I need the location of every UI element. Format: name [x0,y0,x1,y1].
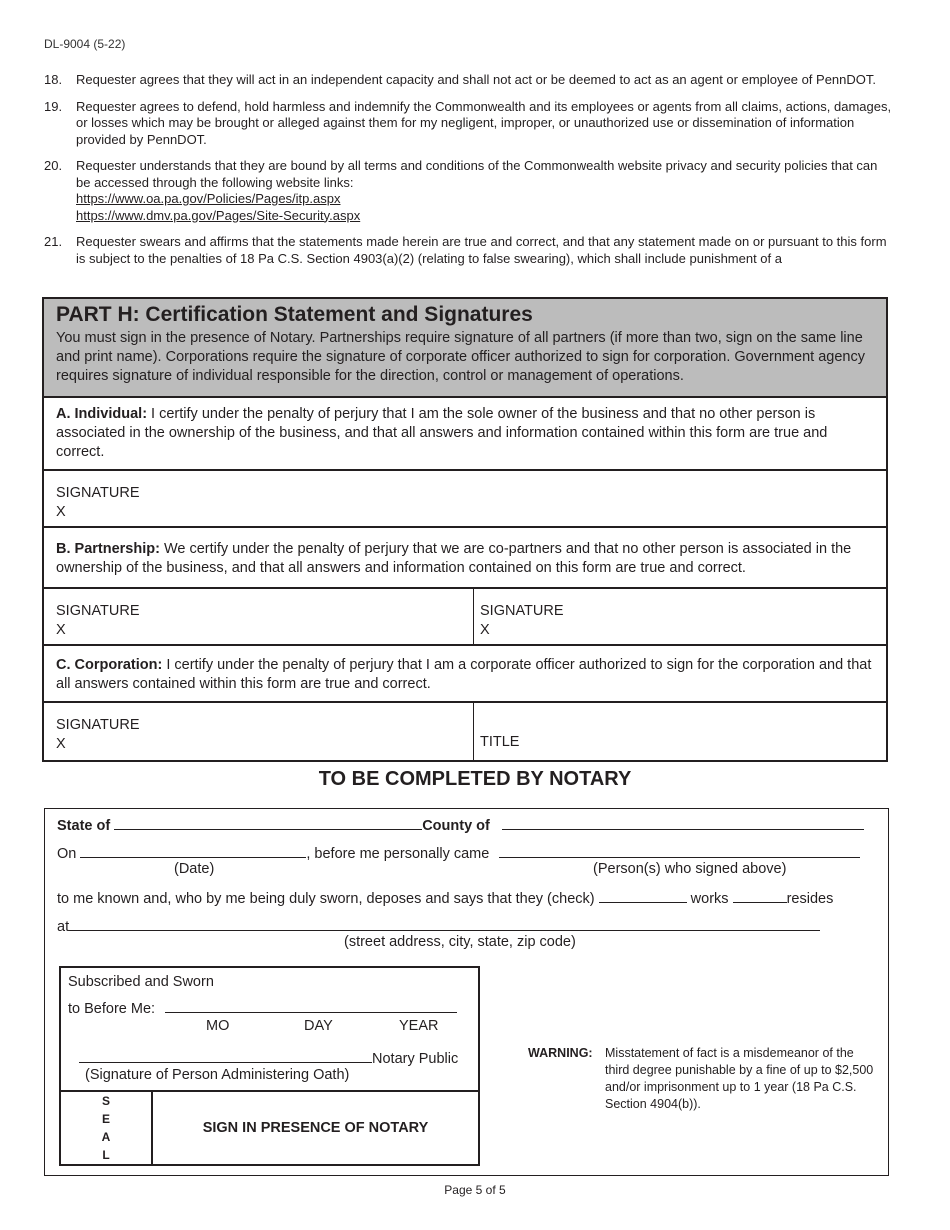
individual-signature-field[interactable] [44,471,886,526]
partnership-label: B. Partnership: [56,541,160,557]
partnership-statement [44,528,886,589]
seal-letter: E [101,1112,110,1126]
before-me-date-line [68,999,457,1017]
state-of-label: State of [57,818,111,834]
address-line [57,917,820,935]
part-h-section [42,297,888,762]
sworn-date-input[interactable] [165,999,457,1013]
term-18 [44,72,892,89]
county-of-label: County of [422,818,490,834]
year-caption: YEAR [399,1018,439,1034]
state-input[interactable] [114,816,422,830]
term-text: Requester agrees that they will act in an independent capacity and shall not act or be deemed to act as an agent or employee of PennDOT. [76,72,876,87]
title-label: TITLE [480,734,520,750]
sign-in-presence-notice: SIGN IN PRESENCE OF NOTARY [202,1120,429,1136]
date-person-line [57,844,860,862]
corporation-title-field[interactable] [474,703,886,760]
corporation-text: I certify under the penalty of perjury that I am a corporate officer authorized to sign for the corporation and that all answers contained within this form are true and correct. [56,657,872,692]
seal-letter: S [101,1094,110,1108]
mo-caption: MO [206,1018,230,1034]
term-text: Requester agrees to defend, hold harmless and indemnify the Commonwealth and its employees or agents from all claims, actions, damages, or losses which may be brought or alleged against them for my negligent, improper, or unauthorized use or dissemination of information provided by PennDOT. [76,98,892,147]
term-number: 18. [44,72,63,87]
corporation-signature-field[interactable] [44,703,474,760]
subscribed-sworn-box [59,966,480,1166]
signature-label: SIGNATURE [480,603,564,619]
x-mark: X [56,504,66,520]
works-checkbox[interactable] [599,889,687,903]
x-mark: X [56,622,66,638]
partner-2-signature-field[interactable] [474,589,886,644]
x-mark: X [56,736,66,752]
term-21 [44,234,892,267]
x-mark: X [480,622,490,638]
partner-1-signature-field[interactable] [44,589,474,644]
persons-caption: (Person(s) who signed above) [593,861,787,877]
notary-signature-line [79,1049,458,1067]
works-label: works [690,891,729,907]
to-before-me-label: to Before Me: [68,1001,156,1017]
individual-signature-row [44,471,886,528]
term-number: 20. [44,158,63,173]
form-id: DL-9004 (5-22) [44,37,126,51]
subscribed-label: Subscribed and Sworn [68,974,214,990]
notary-public-label: Notary Public [372,1051,459,1067]
corporation-signature-row [44,703,886,760]
on-label: On [57,846,77,862]
seal-letter: A [101,1130,111,1144]
seal-letter: L [102,1148,110,1162]
state-county-line [57,816,864,834]
day-caption: DAY [304,1018,333,1034]
seal-row [61,1090,478,1164]
notary-section [44,808,889,1176]
county-input[interactable] [502,816,864,830]
term-20 [44,158,892,224]
part-h-description: You must sign in the presence of Notary. Partnerships require signature of all partners (if more than two, sign on the same line and print name). Corporations require the signature of corporate officer authorized to sign for corporation. Government agency requires signature of individual responsible for the direction, control or management of operations. [56,330,865,384]
individual-label: A. Individual: [56,406,148,422]
term-19 [44,99,892,149]
corporation-statement [44,646,886,703]
notary-signature-input[interactable] [79,1049,372,1063]
resides-label: resides [786,891,834,907]
individual-text: I certify under the penalty of perjury that I am the sole owner of the business and that no other person is associated in the ownership of the business, and that all answers and information contained within this form are true and correct. [56,406,828,460]
signature-oath-caption: (Signature of Person Administering Oath) [85,1067,350,1083]
seal-area [61,1092,153,1164]
signature-label: SIGNATURE [56,717,140,733]
itp-policy-link[interactable]: https://www.oa.pa.gov/Policies/Pages/itp.aspx [76,191,341,206]
term-text: Requester understands that they are bound by all terms and conditions of the Commonwealth website privacy and security policies that can be accessed through the following website links: [76,158,878,190]
partnership-text: We certify under the penalty of perjury that we are co-partners and that no other person is associated in the ownership of the business, and that all answers and information contained on this form are true and correct. [56,541,852,576]
term-number: 19. [44,98,63,114]
before-me-label: , before me personally came [306,846,490,862]
warning-label: WARNING: [528,1046,593,1060]
part-h-header [44,299,886,398]
warning-text: Misstatement of fact is a misdemeanor of the third degree punishable by a fine of up to $2,500 and/or imprisonment up to 1 year (18 Pa C.S. Section 4904(b)). [605,1046,874,1111]
signature-label: SIGNATURE [56,485,140,501]
at-label: at [57,919,70,935]
signature-label: SIGNATURE [56,603,140,619]
terms-list [44,72,892,267]
known-text: to me known and, who by me being duly sworn, deposes and says that they (check) [57,891,595,907]
corporation-label: C. Corporation: [56,657,163,673]
warning-notice [528,1045,878,1113]
partnership-signature-row [44,589,886,646]
term-number: 21. [44,234,63,249]
address-input[interactable] [69,917,820,931]
sworn-check-line [57,889,833,907]
address-caption: (street address, city, state, zip code) [344,934,576,950]
site-security-link[interactable]: https://www.dmv.pa.gov/Pages/Site-Security.aspx [76,207,361,223]
persons-input[interactable] [499,844,860,858]
notary-heading: TO BE COMPLETED BY NOTARY [318,768,632,790]
part-h-title: PART H: Certification Statement and Signatures [56,303,533,326]
page-number: Page 5 of 5 [444,1183,506,1197]
term-text: Requester swears and affirms that the statements made herein are true and correct, and that any statement made on or pursuant to this form is subject to the penalties of 18 Pa C.S. Section 4903(a)(2) (relating to false swearing), which shall include punishment of a [76,234,887,266]
date-caption: (Date) [174,861,215,877]
individual-statement [44,398,886,471]
date-input[interactable] [80,844,306,858]
resides-checkbox[interactable] [733,889,787,903]
